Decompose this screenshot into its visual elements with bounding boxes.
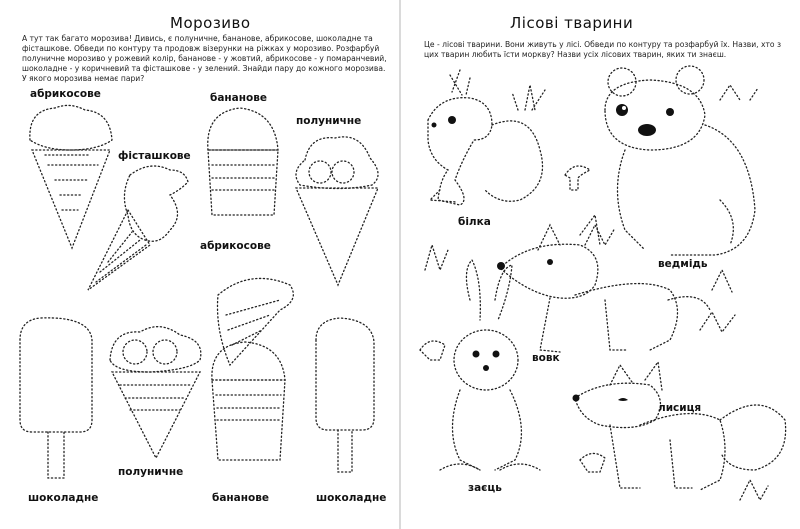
forest-animals-page <box>400 0 800 529</box>
popsicle-2 <box>316 318 374 472</box>
label-hare: заєць <box>468 482 502 494</box>
page-title: Морозиво <box>170 14 251 32</box>
label-pistachio: фісташкове <box>118 150 191 162</box>
label-fox: лисиця <box>658 402 702 414</box>
label-bear: ведмідь <box>658 258 708 270</box>
mushrooms <box>420 166 605 472</box>
hare-outline <box>440 260 540 470</box>
page-instructions: Це - лісові тварини. Вони живуть у лісі. Обведи по контуру та розфарбуй їх. Назви, хто з цих тварин любить їсти моркву? Назви усіх лісових тварин, яких ти знаєш. <box>424 40 782 59</box>
label-banana: бананове <box>210 92 267 104</box>
label-strawberry-2: полуничне <box>118 466 184 478</box>
label-apricot: абрикосове <box>30 88 101 100</box>
page-title: Лісові тварини <box>510 14 634 32</box>
ice-cream-cone-2 <box>88 166 188 290</box>
label-squirrel: білка <box>458 216 491 228</box>
ice-cream-cup-1 <box>208 108 278 215</box>
label-chocolate: шоколадне <box>28 492 99 504</box>
label-apricot-2: абрикосове <box>200 240 271 252</box>
ice-cream-cone-3 <box>296 137 378 285</box>
animal-outlines <box>400 0 800 529</box>
wolf-outline <box>497 215 710 352</box>
page-instructions: А тут так багато морозива! Дивись, є полуничне, бананове, абрикосове, шоколадне та фісташкове. Обведи по контуру та продовж візерунки на ріжках у морозиво. Розфарбуй полуничне морозиво у рожевий колір, бананове - у жовтий, абрикосове - у помаранчевий, шоколадне - у коричневий та фісташкове - у зелений. Знайди пару до кожного морозива. У якого морозива немає пари? <box>22 34 387 83</box>
ice-cream-cone-1 <box>30 105 112 248</box>
label-banana-2: бананове <box>212 492 269 504</box>
label-wolf: вовк <box>532 352 560 364</box>
fox-outline <box>573 362 786 490</box>
ice-cream-cup-2 <box>212 342 285 460</box>
popsicle-1 <box>20 318 92 478</box>
label-strawberry: полуничне <box>296 115 362 127</box>
label-chocolate-2: шоколадне <box>316 492 387 504</box>
grass-tufts <box>425 85 768 500</box>
ice-cream-cone-5 <box>110 327 201 458</box>
bear-outline <box>605 66 755 255</box>
ice-cream-cone-4 <box>218 278 294 365</box>
squirrel-outline <box>428 70 543 205</box>
